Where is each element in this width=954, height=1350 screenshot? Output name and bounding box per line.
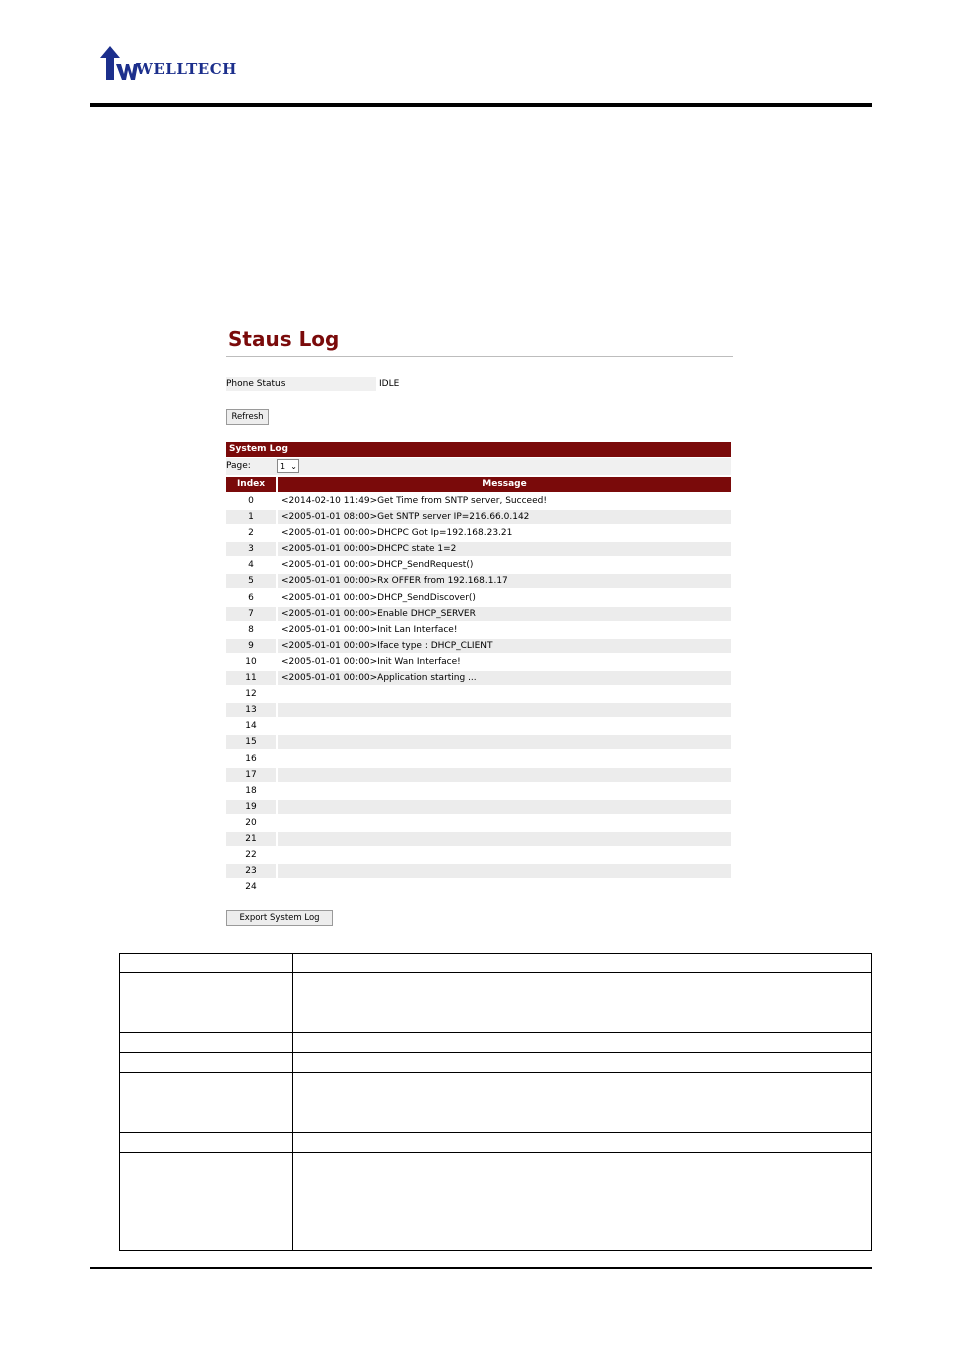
log-index-cell: 13 <box>226 703 276 717</box>
log-message-cell: <2005-01-01 00:00>DHCPC state 1=2 <box>278 542 731 556</box>
log-message-cell: <2005-01-01 00:00>DHCP_SendDiscover() <box>281 592 476 603</box>
system-log-table <box>226 493 731 895</box>
log-index-cell: 0 <box>248 496 254 506</box>
log-index-cell: 19 <box>226 800 276 814</box>
table-row <box>226 557 731 573</box>
log-message-cell: <2005-01-01 00:00>Application starting ... <box>278 671 731 685</box>
table-row <box>226 606 731 622</box>
log-index-cell: 20 <box>245 817 257 828</box>
column-header-index: Index <box>226 477 276 492</box>
table-row <box>226 686 731 702</box>
table-row <box>226 573 731 589</box>
log-index-cell: 18 <box>245 785 257 796</box>
log-message-cell <box>278 864 731 878</box>
phone-status-label: Phone Status <box>226 377 376 391</box>
log-index-cell: 8 <box>248 624 254 635</box>
table-row <box>120 954 872 973</box>
table-row <box>226 751 731 767</box>
logo-arrow-icon <box>98 44 138 82</box>
log-index-cell: 15 <box>226 735 276 749</box>
log-message-cell: <2005-01-01 00:00>Init Lan Interface! <box>281 624 458 635</box>
log-index-cell: 7 <box>226 607 276 621</box>
log-message-cell: <2014-02-10 11:49>Get Time from SNTP server, Succeed! <box>281 496 547 506</box>
log-message-cell: <2005-01-01 00:00>DHCP_SendRequest() <box>281 560 474 571</box>
log-index-cell: 2 <box>248 528 254 539</box>
page-select-value: 1 <box>280 462 286 471</box>
table-row <box>226 783 731 799</box>
log-index-cell: 16 <box>245 753 257 764</box>
log-index-cell: 23 <box>226 864 276 878</box>
log-index-cell: 22 <box>245 850 257 861</box>
table-row <box>226 590 731 606</box>
table-row <box>226 734 731 750</box>
log-message-cell: <2005-01-01 00:00>Iface type : DHCP_CLIENT <box>278 639 731 653</box>
log-index-cell: 17 <box>226 768 276 782</box>
log-message-cell <box>278 832 731 846</box>
footer-rule <box>90 1267 872 1269</box>
log-index-cell: 10 <box>245 656 257 667</box>
table-row <box>226 525 731 541</box>
table-row <box>120 1132 872 1152</box>
log-index-cell: 12 <box>245 689 257 700</box>
welltech-logo <box>98 44 248 84</box>
log-message-cell <box>278 719 731 733</box>
log-message-cell <box>278 800 731 814</box>
log-index-cell: 11 <box>226 671 276 685</box>
log-index-cell: 14 <box>245 721 257 732</box>
log-message-cell <box>278 848 731 862</box>
refresh-button[interactable]: Refresh <box>226 409 269 425</box>
log-index-cell: 3 <box>226 542 276 556</box>
table-row <box>226 702 731 718</box>
table-row <box>226 799 731 815</box>
table-row <box>120 973 872 1033</box>
log-message-cell: <2005-01-01 00:00>DHCPC Got Ip=192.168.23.21 <box>281 528 513 539</box>
table-row <box>120 1152 872 1250</box>
title-divider <box>226 356 733 357</box>
log-index-cell: 24 <box>245 882 257 893</box>
table-row <box>226 493 731 509</box>
log-message-cell: <2005-01-01 08:00>Get SNTP server IP=216.66.0.142 <box>278 510 731 524</box>
system-log-header <box>226 442 731 457</box>
page-label: Page: <box>226 461 251 471</box>
table-row <box>226 670 731 686</box>
logo-text: WELLTECH <box>136 60 237 78</box>
log-message-cell <box>278 768 731 782</box>
log-message-cell <box>278 735 731 749</box>
table-row <box>226 622 731 638</box>
chevron-down-icon: ⌄ <box>290 462 297 471</box>
log-index-cell: 5 <box>226 574 276 588</box>
log-message-cell <box>278 752 731 766</box>
table-row <box>226 541 731 557</box>
description-table <box>119 953 872 1251</box>
table-row <box>226 847 731 863</box>
log-index-cell: 21 <box>226 832 276 846</box>
column-header-message: Message <box>278 477 731 492</box>
log-message-cell: <2005-01-01 00:00>Enable DHCP_SERVER <box>278 607 731 621</box>
log-message-cell <box>278 687 731 701</box>
log-index-cell: 6 <box>248 592 254 603</box>
table-row <box>226 509 731 525</box>
table-row <box>226 815 731 831</box>
header-rule <box>90 103 872 107</box>
log-message-cell: <2005-01-01 00:00>Rx OFFER from 192.168.1.17 <box>278 574 731 588</box>
log-message-cell <box>278 784 731 798</box>
log-index-cell: 4 <box>248 560 254 571</box>
page-select[interactable] <box>277 459 299 473</box>
system-log-title: System Log <box>229 444 288 454</box>
log-index-cell: 9 <box>226 639 276 653</box>
table-row <box>226 879 731 895</box>
table-row <box>120 1033 872 1053</box>
page-selector-row <box>226 458 731 475</box>
log-message-cell <box>278 703 731 717</box>
log-message-cell <box>278 816 731 830</box>
log-index-cell: 1 <box>226 510 276 524</box>
table-row <box>226 638 731 654</box>
phone-status-value: IDLE <box>379 379 400 389</box>
table-row <box>120 1053 872 1073</box>
table-row <box>226 654 731 670</box>
log-message-cell <box>278 880 731 894</box>
log-message-cell: <2005-01-01 00:00>Init Wan Interface! <box>281 656 461 667</box>
table-row <box>226 863 731 879</box>
export-system-log-button[interactable]: Export System Log <box>226 910 333 926</box>
table-row <box>120 1073 872 1132</box>
page-title: Staus Log <box>228 327 340 351</box>
table-row <box>226 718 731 734</box>
table-row <box>226 767 731 783</box>
table-row <box>226 831 731 847</box>
